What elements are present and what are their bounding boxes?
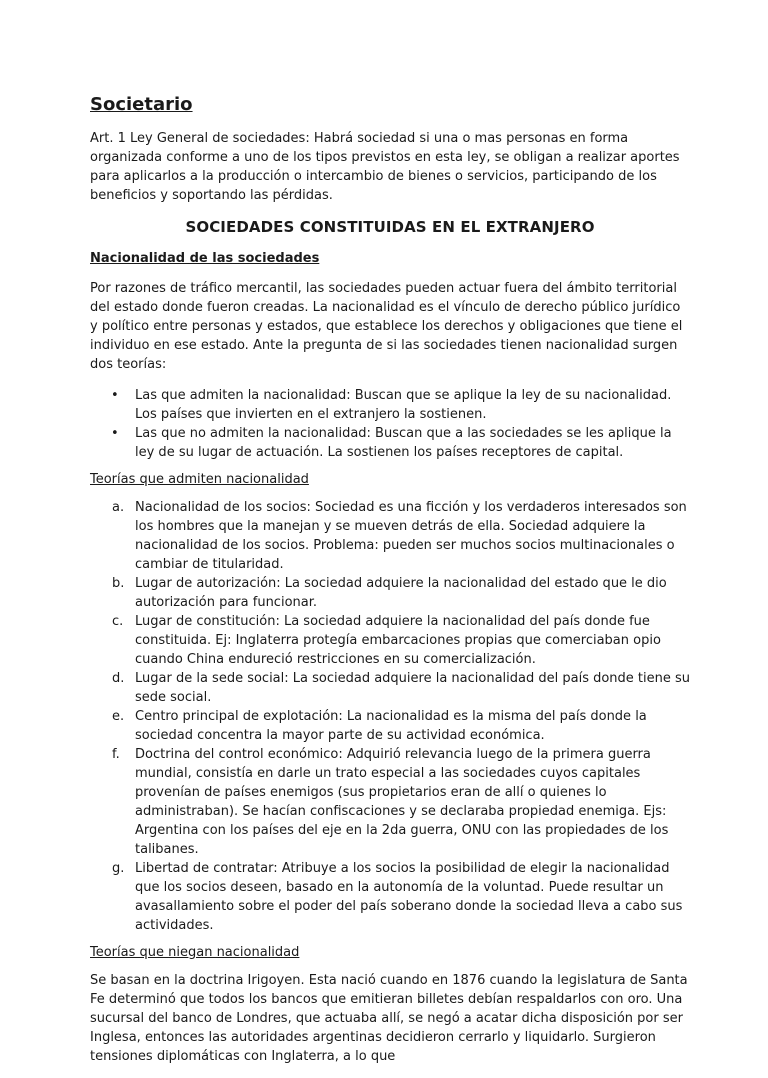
list-item: [90, 424, 690, 462]
list-marker: g.: [112, 861, 125, 876]
list-marker: e.: [112, 709, 125, 724]
bullet-icon: •: [111, 388, 119, 403]
section-heading: SOCIEDADES CONSTITUIDAS EN EL EXTRANJERO: [185, 218, 595, 236]
niegan-heading: Teorías que niegan nacionalidad: [90, 945, 300, 960]
nacionalidad-bullet-list: [90, 386, 690, 462]
nacionalidad-heading: Nacionalidad de las sociedades: [90, 251, 320, 266]
niegan-paragraph: Se basan en la doctrina Irigoyen. Esta nació cuando en 1876 cuando la legislatura de Santa Fe determinó que todos los bancos que emitieran billetes debían respaldarlos con oro. Una sucursal del banco de Londres, que actuaba allí, se negó a acatar dicha disposición por ser Inglesa, entonces las autoridades argentinas decidieron cerrarlo y liquidarlo. Surgieron tensiones diplomáticas con Inglaterra, a lo que: [90, 973, 688, 1064]
list-item-text: Las que admiten la nacionalidad: Buscan que se aplique la ley de su nacionalidad. Los países que invierten en el extranjero la sostienen.: [135, 388, 672, 422]
list-marker: a.: [112, 500, 125, 515]
list-item: [90, 612, 690, 669]
list-item: [90, 574, 690, 612]
nacionalidad-paragraph: Por razones de tráfico mercantil, las sociedades pueden actuar fuera del ámbito territorial del estado donde fueron creadas. La nacionalidad es el vínculo de derecho público jurídico y político entre personas y estados, que establece los derechos y obligaciones que tiene el individuo en ese estado. Ante la pregunta de si las sociedades tienen nacionalidad surgen dos teorías:: [90, 281, 683, 372]
list-item-text: Libertad de contratar: Atribuye a los socios la posibilidad de elegir la nacionalidad que los socios deseen, basado en la autonomía de la voluntad. Puede resultar un avasallamiento sobre el poder del país soberano donde la sociedad lleva a cabo sus actividades.: [135, 861, 683, 933]
list-item-text: Lugar de constitución: La sociedad adquiere la nacionalidad del país donde fue constituida. Ej: Inglaterra protegía embarcaciones propias que comerciaban opio cuando China endureció restricciones en su comercialización.: [135, 614, 661, 667]
list-marker: c.: [112, 614, 124, 629]
list-item: [90, 669, 690, 707]
list-item-text: Lugar de autorización: La sociedad adquiere la nacionalidad del estado que le dio autorización para funcionar.: [135, 576, 667, 610]
admiten-list: [90, 498, 690, 935]
intro-paragraph: Art. 1 Ley General de sociedades: Habrá sociedad si una o mas personas en forma organizada conforme a uno de los tipos previstos en esta ley, se obligan a realizar aportes para aplicarlos a la producción o intercambio de bienes o servicios, participando de los beneficios y soportando las pérdidas.: [90, 131, 680, 203]
list-item: [90, 745, 690, 859]
list-item-text: Las que no admiten la nacionalidad: Buscan que a las sociedades se les aplique la ley de su lugar de actuación. La sostienen los países receptores de capital.: [135, 426, 672, 460]
document-page: [90, 93, 690, 1078]
list-item: [90, 386, 690, 424]
list-item: [90, 498, 690, 574]
admiten-heading: Teorías que admiten nacionalidad: [90, 472, 309, 487]
bullet-icon: •: [111, 426, 119, 441]
list-item: [90, 707, 690, 745]
list-item-text: Doctrina del control económico: Adquirió relevancia luego de la primera guerra mundial, consistía en darle un trato especial a las sociedades cuyos capitales provenían de países enemigos (sus propietarios eran de allí o quienes lo administraban). Se hacían confiscaciones y se declaraba propiedad enemiga. Ejs: Argentina con los países del eje en la 2da guerra, ONU con las propiedades de los talibanes.: [135, 747, 669, 857]
list-item-text: Centro principal de explotación: La nacionalidad es la misma del país donde la sociedad concentra la mayor parte de su actividad económica.: [135, 709, 647, 743]
page-title: Societario: [90, 94, 193, 115]
list-marker: b.: [112, 576, 125, 591]
list-item: [90, 859, 690, 935]
list-item-text: Lugar de la sede social: La sociedad adquiere la nacionalidad del país donde tiene su sede social.: [135, 671, 691, 705]
list-marker: f.: [112, 747, 120, 762]
list-marker: d.: [112, 671, 125, 686]
list-item-text: Nacionalidad de los socios: Sociedad es una ficción y los verdaderos interesados son los hombres que la manejan y se mueven detrás de ella. Sociedad adquiere la nacionalidad de los socios. Problema: pueden ser muchos socios multinacionales o cambiar de titularidad.: [135, 500, 687, 572]
